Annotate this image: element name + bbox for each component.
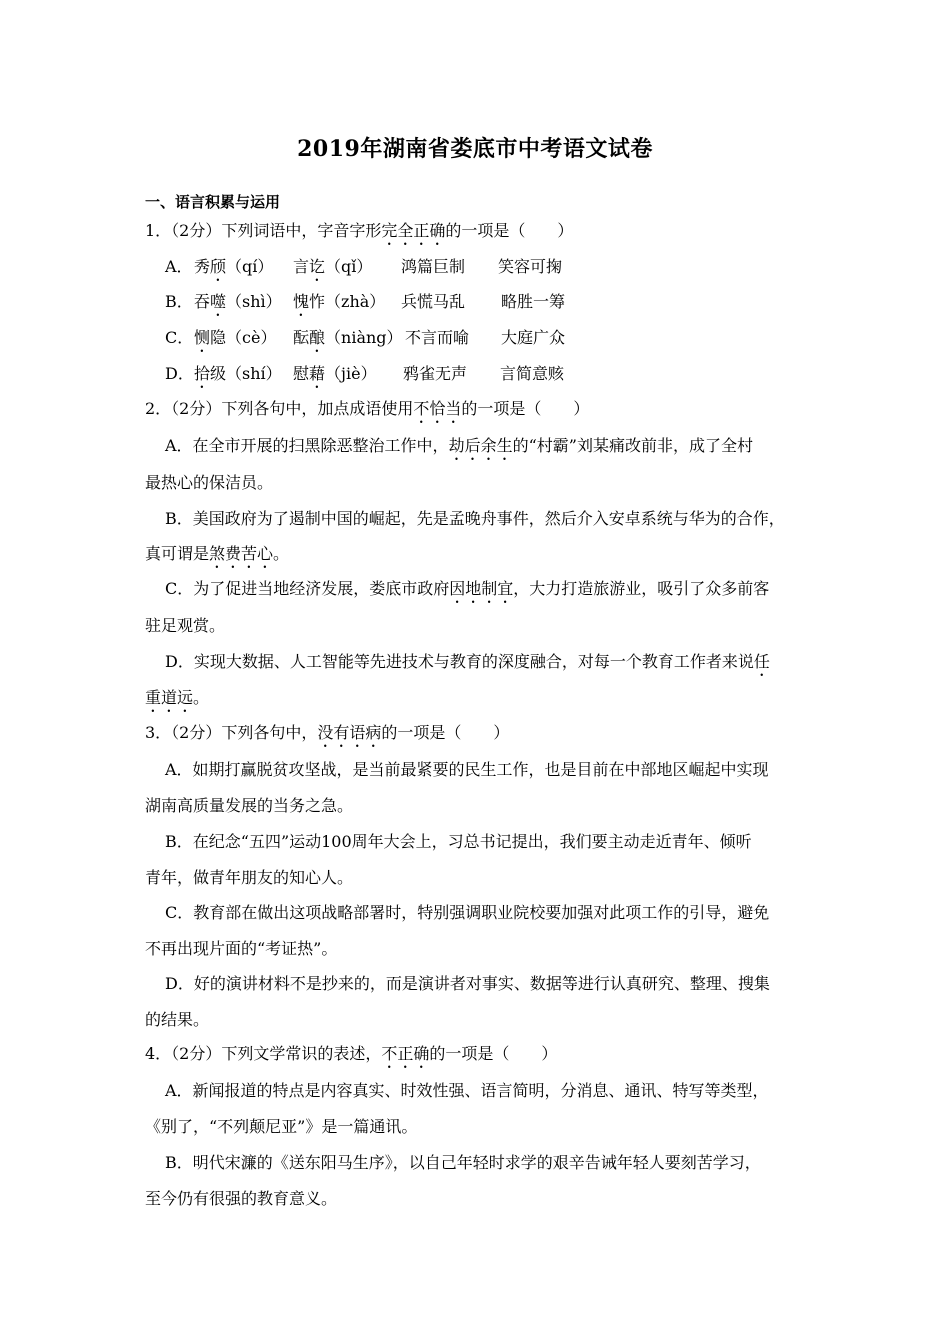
question-2-option-c-cont: 驻足观赏。 [145, 616, 226, 635]
question-4-option-b-cont: 至今仍有很强的教育意义。 [145, 1189, 338, 1208]
question-4-stem: 4．（2分）下列文学常识的表述，不正确的一项是（ ） [145, 1044, 558, 1063]
emphasis-text: 不正确 [381, 1044, 430, 1063]
question-2-option-c: C．为了促进当地经济发展，娄底市政府因地制宜，大力打造旅游业，吸引了众多前客 [165, 579, 770, 598]
question-2-stem: 2．（2分）下列各句中，加点成语使用不恰当的一项是（ ） [145, 399, 590, 418]
question-3-option-d: D．好的演讲材料不是抄来的，而是演讲者对事实、数据等进行认真研究、整理、搜集 [165, 974, 770, 993]
question-4-option-b: B．明代宋濂的《送东阳马生序》，以自己年轻时求学的艰辛告诫年轻人要刻苦学习， [165, 1153, 761, 1172]
question-3-option-b-cont: 青年，做青年朋友的知心人。 [145, 868, 354, 887]
section-heading: 一、语言积累与运用 [145, 193, 281, 211]
question-3-option-d-cont: 的结果。 [145, 1010, 210, 1029]
question-2-option-d: D．实现大数据、人工智能等先进技术与教育的深度融合，对每一个教育工作者来说任 [165, 652, 770, 671]
question-2-option-a: A．在全市开展的扫黑除恶整治工作中，劫后余生的“村霸”刘某痛改前非，成了全村 [165, 436, 753, 455]
question-2-option-a-cont: 最热心的保洁员。 [145, 473, 274, 492]
question-3-option-a: A．如期打赢脱贫攻坚战，是当前最紧要的民生工作，也是目前在中部地区崛起中实现 [165, 760, 769, 779]
exam-page: 2019年湖南省娄底市中考语文试卷 一、语言积累与运用 1．（2分）下列词语中，字音字形完全正确的一项是（ ） A． 秀颀（qí） 言讫（qǐ） 鸿篇巨制 笑容可掬 B． 吞噬（shì） 愧怍（zhà） 兵慌马乱 略胜一筹 C． 恻隐（cè） 酝酿（niàng） 不言而喻 大庭广众 D． 拾级（shí） 慰藉（jiè） 鸦雀无声 言简意赅 2．（2分）下列各句中，加点成语使用不恰当的一项是（ ） A．在全市开展的扫黑除恶整治工作中，劫后余生的“村霸”刘某痛改前非，成了全村 最热心的保洁员。 B．美国政府为了遏制中国的崛起，先是孟晚舟事件，然后介入安卓系统与华为的合作， 真可谓是煞费苦心。 C．为了促进当地经济发展，娄底市政府因地制宜，大力打造旅游业，吸引了众多前客 驻足观赏。 D．实现大数据、人工智能等先进技术与教育的深度融合，对每一个教育工作者来说任 重道远。 3．（2分）下列各句中，没有语病的一项是（ ） A．如期打赢脱贫攻坚战，是当前最紧要的民生工作，也是目前在中部地区崛起中实现 湖南高质量发展的当务之急。 B．在纪念“五四”运动100周年大会上，习总书记提出，我们要主动走近青年、倾听 青年，做青年朋友的知心人。 C．教育部在做出这项战略部署时，特别强调职业院校要加强对此项工作的引导，避免 不再出现片面的“考证热”。 D．好的演讲材料不是抄来的，而是演讲者对事实、数据等进行认真研究、整理、搜集 的结果。 4．（2分）下列文学常识的表述，不正确的一项是（ ） A．新闻报道的特点是内容真实、时效性强、语言简明，分消息、通讯、特写等类型， 《别了，“不列颠尼亚”》是一篇通讯。 B．明代宋濂的《送东阳马生序》，以自己年轻时求学的艰辛告诫年轻人要刻苦学习， 至今仍有很强的教育意义。 [0, 0, 950, 1344]
emphasis-text: 没有语病 [317, 723, 382, 742]
question-4-option-a: A．新闻报道的特点是内容真实、时效性强、语言简明，分消息、通讯、特写等类型， [165, 1081, 769, 1100]
question-3-option-a-cont: 湖南高质量发展的当务之急。 [145, 796, 354, 815]
question-3-option-c-cont: 不再出现片面的“考证热”。 [145, 939, 338, 958]
question-2-option-b-cont: 真可谓是煞费苦心。 [145, 544, 290, 563]
emphasis-text: 完全正确 [381, 221, 446, 240]
exam-title: 2019年湖南省娄底市中考语文试卷 [297, 136, 653, 162]
question-2-option-b: B．美国政府为了遏制中国的崛起，先是孟晚舟事件，然后介入安卓系统与华为的合作， [165, 509, 785, 528]
question-3-stem: 3．（2分）下列各句中，没有语病的一项是（ ） [145, 723, 510, 742]
question-1-stem: 1．（2分）下列词语中，字音字形完全正确的一项是（ ） [145, 221, 574, 240]
question-2-option-d-cont: 重道远。 [145, 688, 210, 707]
question-3-option-c: C．教育部在做出这项战略部署时，特别强调职业院校要加强对此项工作的引导，避免 [165, 903, 770, 922]
question-3-option-b: B．在纪念“五四”运动100周年大会上，习总书记提出，我们要主动走近青年、倾听 [165, 832, 752, 851]
question-4-option-a-cont: 《别了，“不列颠尼亚”》是一篇通讯。 [145, 1117, 418, 1136]
emphasis-text: 不恰当 [413, 399, 462, 418]
